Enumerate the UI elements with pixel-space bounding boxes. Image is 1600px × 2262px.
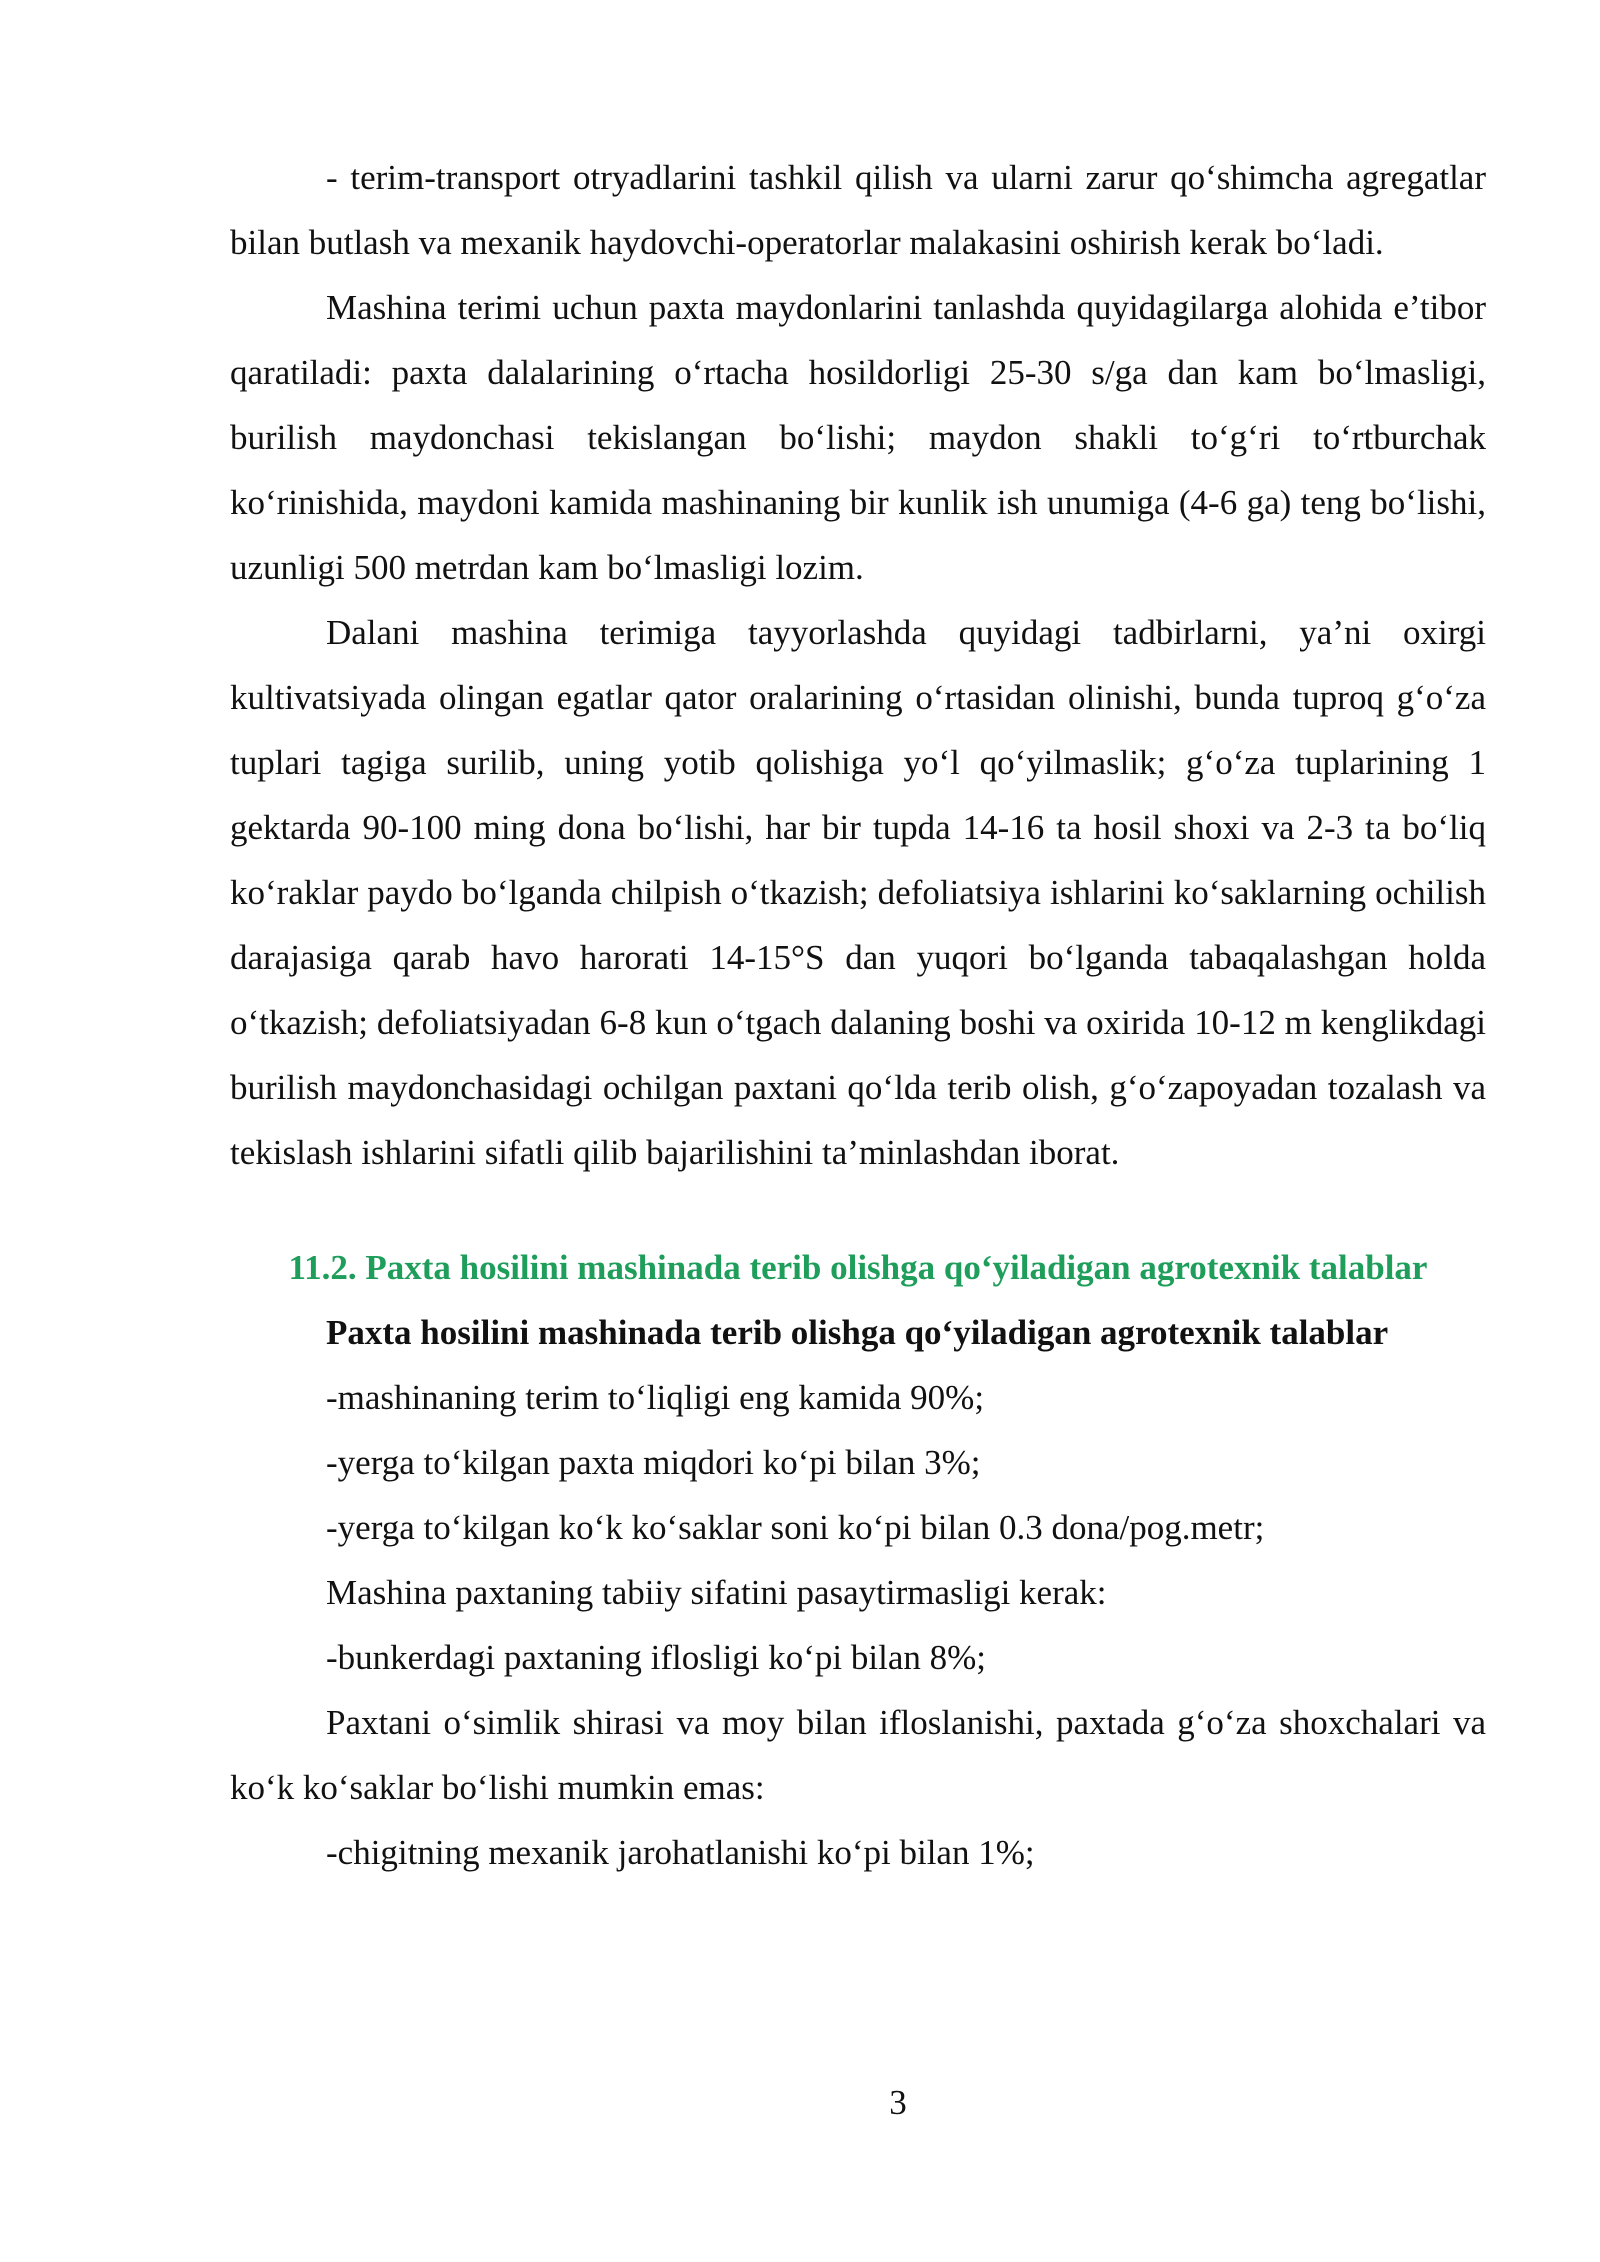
requirement-line: -yerga to‘kilgan paxta miqdori ko‘pi bilan 3%; [326,1443,981,1482]
page-number: 3 [889,2083,907,2122]
page-content [230,145,1486,1885]
requirement-line: -yerga to‘kilgan ko‘k ko‘saklar soni ko‘pi bilan 0.3 dona/pog.metr; [326,1508,1265,1547]
paragraph-field-selection: Mashina terimi uchun paxta maydonlarini tanlashda quyidagilarga alohida e’tibor qaratiladi: paxta dalalarining o‘rtacha hosildorligi 25-30 s/ga dan kam bo‘lmasligi, burilish maydonchasi tekislangan bo‘lishi; maydon shakli to‘g‘ri to‘rtburchak ko‘rinishida, maydoni kamida mashinaning bir kunlik ish unumiga (4-6 ga) teng bo‘lishi, uzunligi 500 metrdan kam bo‘lmasligi lozim. [230,288,1486,587]
paragraph-field-preparation: Dalani mashina terimiga tayyorlashda quyidagi tadbirlarni, ya’ni oxirgi kultivatsiyada olingan egatlar qator oralarining o‘rtasidan olinishi, bunda tuproq g‘o‘za tuplari tagiga surilib, uning yotib qolishiga yo‘l qo‘yilmaslik; g‘o‘za tuplarining 1 gektarda 90-100 ming dona bo‘lishi, har bir tupda 14-16 ta hosil shoxi va 2-3 ta bo‘liq ko‘raklar paydo bo‘lganda chilpish o‘tkazish; defoliatsiya ishlarini ko‘saklarning ochilish darajasiga qarab havo harorati 14-15°S dan yuqori bo‘lganda tabaqalashgan holda o‘tkazish; defoliatsiyadan 6-8 kun o‘tgach dalaning boshi va oxirida 10-12 m kenglikdagi burilish maydonchasidagi ochilgan paxtani qo‘lda terib olish, g‘o‘zapoyadan tozalash va tekislash ishlarini sifatli qilib bajarilishini ta’minlashdan iborat. [230,613,1486,1172]
requirement-line: -bunkerdagi paxtaning iflosligi ko‘pi bilan 8%; [326,1638,987,1677]
section-heading: 11.2. Paxta hosilini mashinada terib olishga qo‘yiladigan agrotexnik talablar [288,1248,1428,1287]
requirement-line: -mashinaning terim to‘liqligi eng kamida 90%; [326,1378,985,1417]
paragraph-contamination: Paxtani o‘simlik shirasi va moy bilan ifloslanishi, paxtada g‘o‘za shoxchalari va ko‘k ko‘saklar bo‘lishi mumkin emas: [230,1703,1486,1807]
requirement-line: -chigitning mexanik jarohatlanishi ko‘pi bilan 1%; [326,1833,1035,1872]
requirements-subheading: Paxta hosilini mashinada terib olishga qo‘yiladigan agrotexnik talablar [326,1313,1389,1352]
paragraph-terim-transport: - terim-transport otryadlarini tashkil qilish va ularni zarur qo‘shimcha agregatlar bilan butlash va mexanik haydovchi-operatorlar malakasini oshirish kerak bo‘ladi. [230,158,1486,262]
requirement-line: Mashina paxtaning tabiiy sifatini pasaytirmasligi kerak: [326,1573,1107,1612]
